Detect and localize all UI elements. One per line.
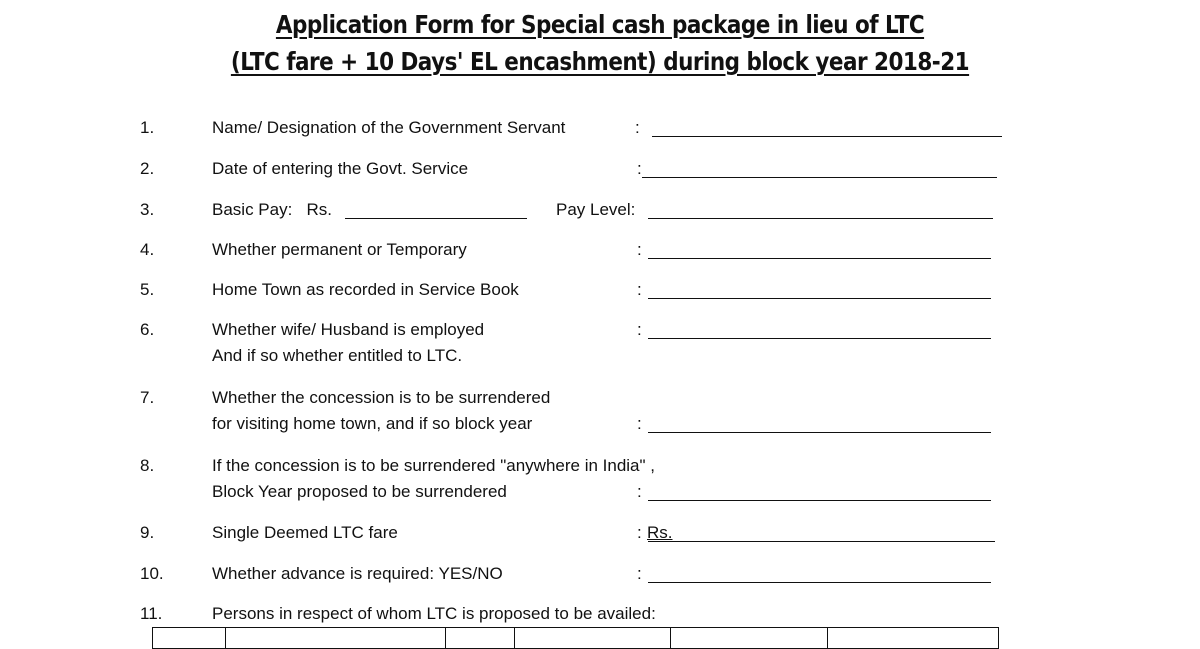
pay-level-field[interactable] [648,218,993,219]
name-designation-field[interactable] [652,136,1002,137]
date-of-entry-field[interactable] [642,177,997,178]
item-label: Whether permanent or Temporary [212,240,467,259]
persons-table [152,627,999,649]
item-number: 5. [140,280,155,299]
item-number: 7. [140,388,155,407]
item-label: Name/ Designation of the Government Servant [212,118,566,137]
item-label: If the concession is to be surrendered "anywhere in India" , [212,456,655,475]
item-colon: : [637,523,642,542]
table-cell[interactable] [828,628,999,649]
item-label: Single Deemed LTC fare [212,523,398,542]
item-number: 4. [140,240,155,259]
item-number: 11. [140,604,163,623]
anywhere-block-year-field[interactable] [648,500,991,501]
item-colon: : [637,240,642,259]
item-colon: : [637,482,642,501]
rs-prefix: Rs. [647,523,673,542]
item-number: 6. [140,320,155,339]
form-title-line-2: (LTC fare + 10 Days' EL encashment) during block year 2018-21 [230,47,970,76]
item-number: 10. [140,564,164,583]
item-colon: : [637,320,642,339]
form-title-line-1: Application Form for Special cash package in lieu of LTC [275,10,925,39]
item-label: Date of entering the Govt. Service [212,159,469,178]
item-label: Whether advance is required: YES/NO [212,564,503,583]
item-label: Whether the concession is to be surrendered [212,388,551,407]
permanent-temporary-field[interactable] [648,258,991,259]
item-colon: : [637,564,642,583]
item-label: Home Town as recorded in Service Book [212,280,519,299]
advance-required-field[interactable] [648,582,991,583]
item-number: 8. [140,456,155,475]
home-town-field[interactable] [648,298,991,299]
item-label: Basic Pay: Rs. [212,200,332,219]
spouse-employed-field[interactable] [648,338,991,339]
item-number: 1. [140,118,155,137]
item-number: 3. [140,200,155,219]
item-colon: : [637,159,642,178]
pay-level-label: Pay Level: [556,200,636,219]
item-colon: : [637,280,642,299]
table-cell[interactable] [671,628,828,649]
item-number: 2. [140,159,155,178]
table-cell[interactable] [446,628,515,649]
item-number: 9. [140,523,155,542]
basic-pay-field[interactable] [345,218,527,219]
item-label-line-2: And if so whether entitled to LTC. [212,346,463,365]
item-label-line-2: for visiting home town, and if so block year [212,414,533,433]
home-town-block-year-field[interactable] [648,432,991,433]
item-label: Whether wife/ Husband is employed [212,320,485,339]
table-cell[interactable] [515,628,671,649]
deemed-ltc-fare-field[interactable] [648,541,995,542]
table-row [153,628,999,649]
item-label: Persons in respect of whom LTC is proposed to be availed: [212,604,656,623]
table-cell[interactable] [153,628,226,649]
item-colon: : [637,414,642,433]
item-colon: : [635,118,640,137]
item-label-line-2: Block Year proposed to be surrendered [212,482,507,501]
table-cell[interactable] [226,628,446,649]
